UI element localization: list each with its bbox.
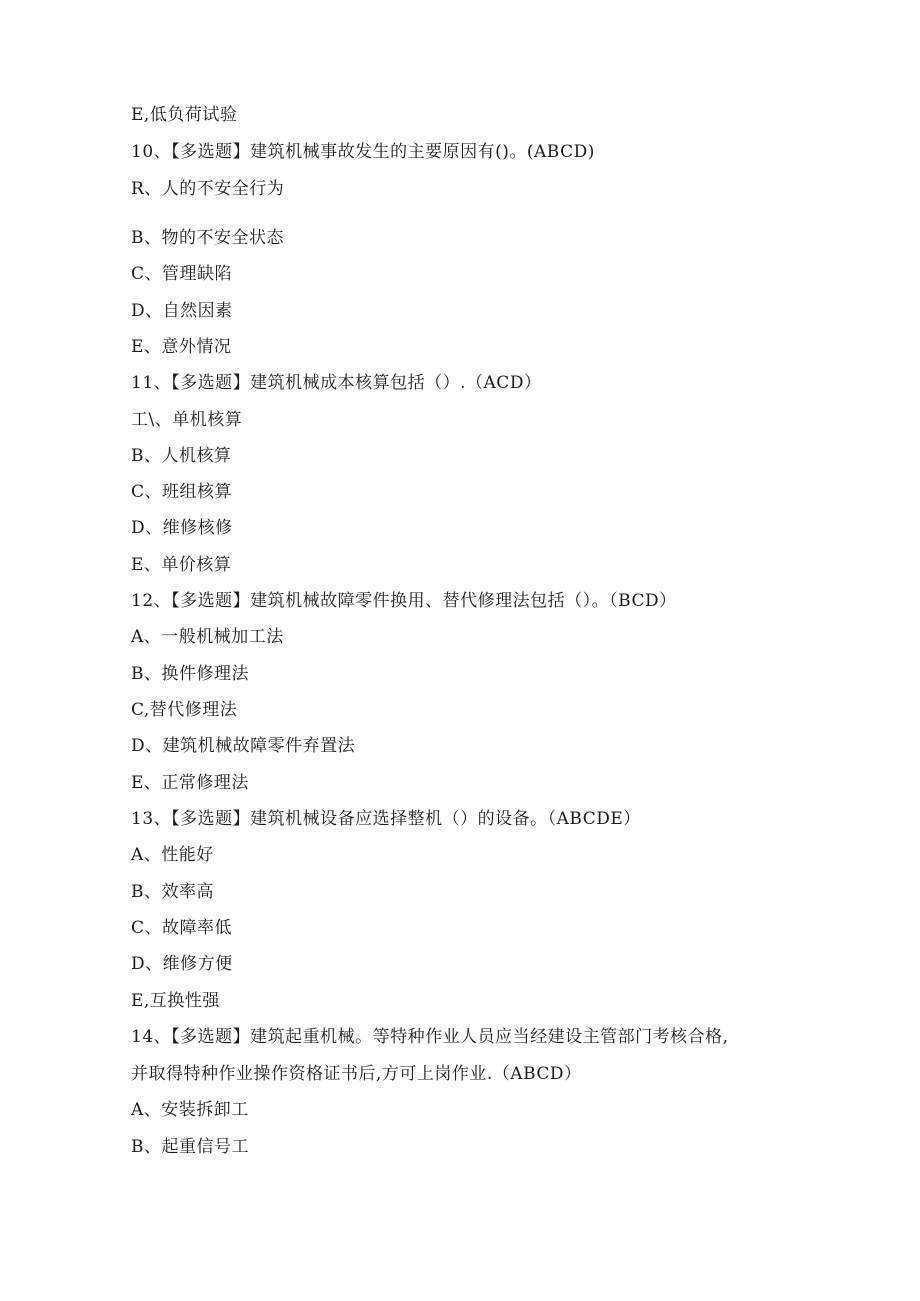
question-line: 12、【多选题】建筑机械故障零件换用、替代修理法包括（）。（BCD） [131,591,677,611]
option-line: D、建筑机械故障零件弃置法 [131,736,356,756]
option-line: D、维修方便 [131,954,233,974]
option-line: B、物的不安全状态 [131,228,284,248]
option-line: E、单价核算 [131,555,232,575]
option-line: D、自然因素 [131,301,233,321]
option-line: B、人机核算 [131,446,232,466]
question-line: 11、【多选题】建筑机械成本核算包括（）.（ACD） [131,373,542,393]
question-line-continued: 并取得特种作业操作资格证书后,方可上岗作业.（ABCD） [131,1064,582,1084]
option-line: C、管理缺陷 [131,264,233,284]
option-line: A、安装拆卸工 [131,1100,249,1120]
option-line: B、效率高 [131,882,214,902]
option-line: C、故障率低 [131,918,233,938]
option-line: B、换件修理法 [131,664,249,684]
option-line: E、正常修理法 [131,773,249,793]
option-line: B、起重信号工 [131,1137,249,1157]
option-line: D、维修核修 [131,518,233,538]
option-line: 工\、单机核算 [131,410,243,430]
option-line: E,低负荷试验 [131,105,238,125]
question-line: 14、【多选题】建筑起重机械。等特种作业人员应当经建设主管部门考核合格, [131,1027,729,1047]
option-line: A、一般机械加工法 [131,627,284,647]
option-line: E,互换性强 [131,991,220,1011]
option-line: E、意外情况 [131,337,232,357]
option-line: R、人的不安全行为 [131,179,285,199]
option-line: A、性能好 [131,845,214,865]
question-line: 13、【多选题】建筑机械设备应选择整机（）的设备。（ABCDE） [131,809,641,829]
option-line: C、班组核算 [131,482,233,502]
option-line: C,替代修理法 [131,700,238,720]
question-line: 10、【多选题】建筑机械事故发生的主要原因有()。(ABCD) [131,142,595,162]
